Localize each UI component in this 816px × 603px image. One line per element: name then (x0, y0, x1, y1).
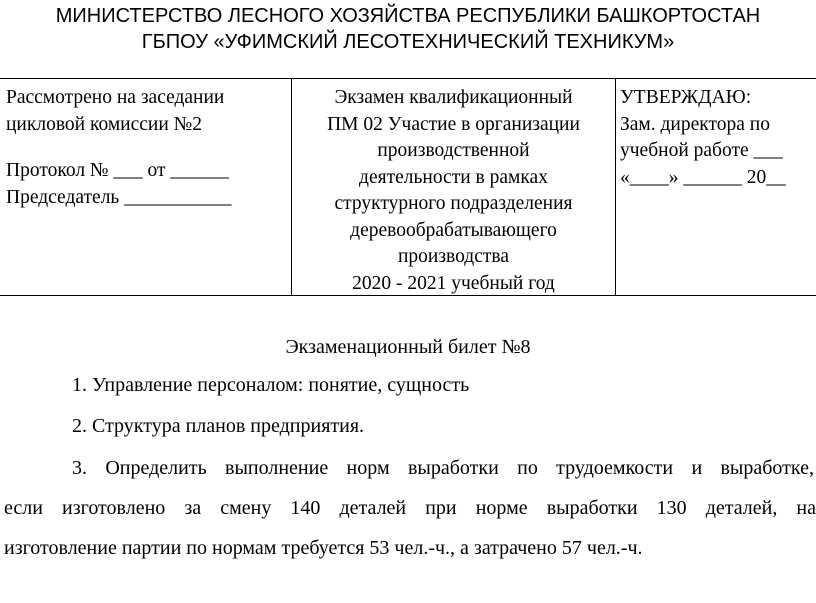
review-line: Рассмотрено на заседании (6, 87, 225, 108)
exam-info-line: производства (397, 246, 510, 267)
question-1: 1. Управление персоналом: понятие, сущность (72, 374, 470, 396)
approval-cell (620, 79, 816, 295)
exam-info-line: ПМ 02 Участие в организации (327, 113, 580, 135)
approve-line: Зам. директора по (620, 113, 770, 135)
exam-info-line: производственной (377, 140, 530, 161)
approve-line: учебной работе ___ (620, 140, 783, 161)
ministry-title: МИНИСТЕРСТВО ЛЕСНОГО ХОЗЯЙСТВА РЕСПУБЛИКИ БАШКОРТОСТАН (55, 5, 761, 27)
review-cell (6, 79, 290, 295)
exam-info-line: структурного подразделения (334, 193, 573, 214)
approval-table (0, 78, 816, 296)
institution-title: ГБПОУ «УФИМСКИЙ ЛЕСОТЕХНИЧЕСКИЙ ТЕХНИКУМ» (141, 31, 675, 53)
question-3-line: 3. Определить выполнение норм выработки по трудоемкости и выработке, (72, 457, 814, 479)
exam-info-line: Экзамен квалификационный (334, 87, 573, 108)
approve-heading: УТВЕРЖДАЮ: (620, 87, 752, 108)
review-line: цикловой комиссии №2 (6, 113, 203, 135)
exam-info-cell (291, 79, 616, 295)
ticket-title: Экзаменационный билет №8 (285, 336, 531, 358)
question-2: 2. Структура планов предприятия. (72, 415, 365, 437)
question-3-line: изготовление партии по нормам требуется 53 чел.-ч., а затрачено 57 чел.-ч. (4, 537, 643, 559)
exam-info-line: деревообрабатывающего (350, 219, 557, 241)
approve-date-line: «____» ______ 20__ (620, 166, 786, 188)
protocol-line: Протокол № ___ от ______ (6, 160, 229, 181)
question-3-line: если изготовлено за смену 140 деталей при норме выработки 130 деталей, на (4, 497, 816, 519)
academic-year: 2020 - 2021 учебный год (352, 272, 555, 294)
chairman-line: Председатель ___________ (6, 186, 232, 208)
exam-info-line: деятельности в рамках (359, 166, 548, 188)
